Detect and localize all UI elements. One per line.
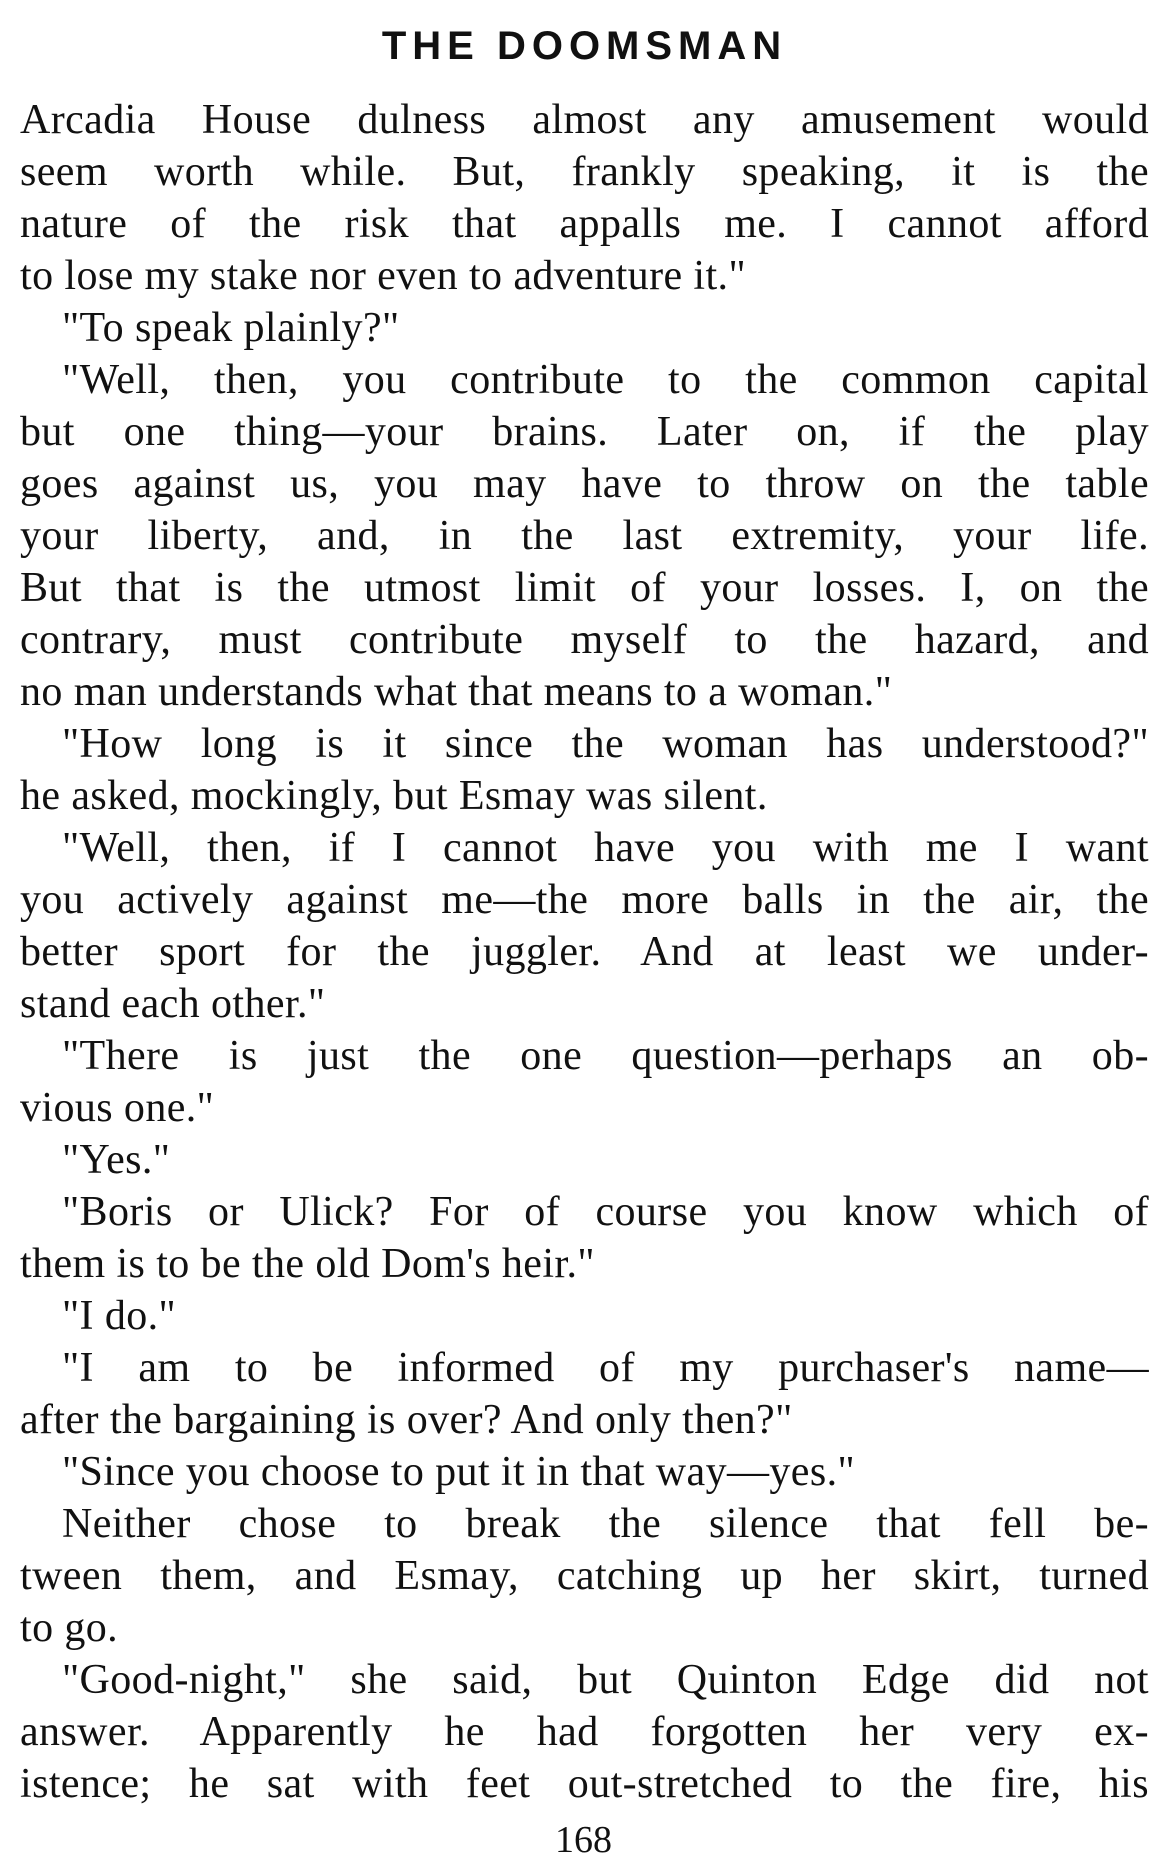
page-number: 168 — [555, 1819, 612, 1861]
text-line: answer. Apparently he had forgotten her very ex- — [20, 1709, 1149, 1755]
text-line: But that is the utmost limit of your losses. I, on the — [20, 565, 1149, 611]
text-line: "There is just the one question—perhaps an ob- — [62, 1033, 1149, 1079]
text-line: nature of the risk that appalls me. I cannot afford — [20, 201, 1149, 247]
text-line: better sport for the juggler. And at least we under- — [20, 929, 1149, 975]
text-line: to lose my stake nor even to adventure it." — [20, 253, 746, 299]
text-line: "Yes." — [62, 1137, 171, 1183]
text-line: to go. — [20, 1605, 119, 1651]
text-line: "Well, then, you contribute to the common capital — [62, 357, 1149, 403]
text-line: "I do." — [62, 1293, 177, 1339]
text-line: tween them, and Esmay, catching up her skirt, turned — [20, 1553, 1149, 1599]
text-line: he asked, mockingly, but Esmay was silent. — [20, 773, 768, 819]
text-line: "Since you choose to put it in that way—yes." — [62, 1449, 856, 1495]
text-line: Neither chose to break the silence that fell be- — [62, 1501, 1149, 1547]
text-line: after the bargaining is over? And only then?" — [20, 1397, 793, 1443]
text-line: you actively against me—the more balls in the air, the — [20, 877, 1149, 923]
running-head: THE DOOMSMAN — [381, 24, 788, 68]
text-line: "I am to be informed of my purchaser's name— — [62, 1345, 1149, 1391]
text-line: "How long is it since the woman has understood?" — [62, 721, 1149, 767]
text-line: stand each other." — [20, 981, 326, 1027]
body-text — [20, 94, 1149, 1810]
text-line: no man understands what that means to a woman." — [20, 669, 893, 715]
text-line: seem worth while. But, frankly speaking, it is the — [20, 149, 1149, 195]
text-line: Arcadia House dulness almost any amusement would — [20, 97, 1149, 143]
text-line: goes against us, you may have to throw on the table — [20, 461, 1149, 507]
text-line: vious one." — [20, 1085, 215, 1131]
text-line: "Well, then, if I cannot have you with me I want — [62, 825, 1149, 871]
text-line: istence; he sat with feet out-stretched to the fire, his — [20, 1761, 1149, 1807]
text-line: but one thing—your brains. Later on, if the play — [20, 409, 1149, 455]
text-line: your liberty, and, in the last extremity, your life. — [20, 513, 1149, 559]
text-line: "Boris or Ulick? For of course you know which of — [62, 1189, 1149, 1235]
text-line: "To speak plainly?" — [62, 305, 400, 351]
text-line: contrary, must contribute myself to the hazard, and — [20, 617, 1149, 663]
text-line: them is to be the old Dom's heir." — [20, 1241, 595, 1287]
text-line: "Good-night," she said, but Quinton Edge did not — [62, 1657, 1149, 1703]
